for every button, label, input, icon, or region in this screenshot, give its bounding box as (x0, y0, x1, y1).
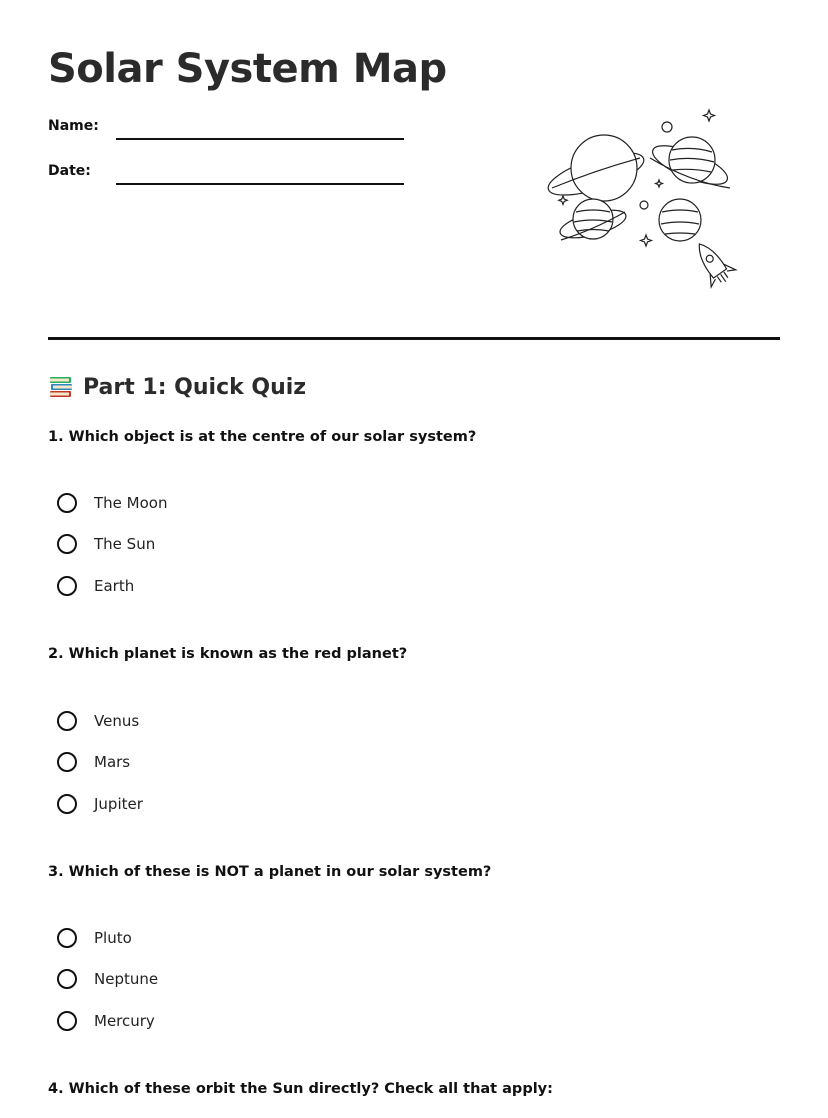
radio-button[interactable] (57, 711, 77, 731)
page-title: Solar System Map (48, 46, 447, 92)
radio-button[interactable] (57, 794, 77, 814)
option-label: Neptune (94, 970, 159, 988)
section-title-text: Part 1: Quick Quiz (83, 374, 307, 400)
date-label: Date: (48, 163, 91, 179)
radio-button[interactable] (57, 928, 77, 948)
radio-button[interactable] (57, 576, 77, 596)
option-label: Earth (94, 577, 135, 595)
radio-button[interactable] (57, 534, 77, 554)
q1-option-3[interactable] (57, 573, 134, 599)
name-field[interactable] (116, 138, 404, 140)
date-field[interactable] (116, 183, 404, 185)
option-label: The Moon (94, 494, 168, 512)
q1-option-2[interactable] (57, 531, 155, 557)
section-title (48, 374, 306, 400)
radio-button[interactable] (57, 1011, 77, 1031)
option-label: Pluto (94, 929, 132, 947)
q3-option-3[interactable] (57, 1008, 155, 1034)
option-label: The Sun (94, 535, 156, 553)
q1-option-1[interactable] (57, 490, 167, 516)
solar-system-illustration (540, 100, 740, 290)
radio-button[interactable] (57, 752, 77, 772)
radio-button[interactable] (57, 969, 77, 989)
question-3: 3. Which of these is NOT a planet in our solar system? (48, 864, 492, 880)
option-label: Mercury (94, 1012, 155, 1030)
q2-option-3[interactable] (57, 791, 143, 817)
option-label: Mars (94, 753, 131, 771)
q3-option-2[interactable] (57, 966, 158, 992)
radio-button[interactable] (57, 493, 77, 513)
name-label: Name: (48, 118, 99, 134)
q2-option-1[interactable] (57, 708, 139, 734)
q2-option-2[interactable] (57, 749, 130, 775)
section-divider (48, 337, 780, 340)
books-icon (48, 374, 74, 400)
q3-option-1[interactable] (57, 925, 132, 951)
option-label: Venus (94, 712, 140, 730)
question-2: 2. Which planet is known as the red planet? (48, 646, 408, 662)
question-1: 1. Which object is at the centre of our solar system? (48, 429, 477, 445)
question-4: 4. Which of these orbit the Sun directly? Check all that apply: (48, 1081, 553, 1097)
option-label: Jupiter (94, 795, 143, 813)
